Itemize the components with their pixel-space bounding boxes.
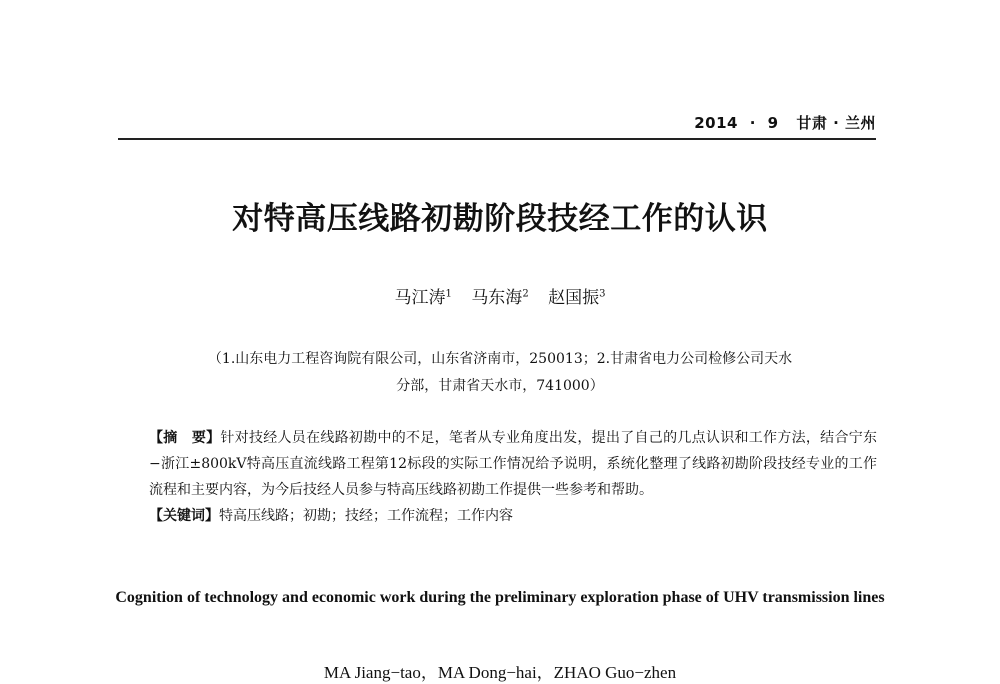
abstract-text: 针对技经人员在线路初勘中的不足，笔者从专业角度出发，提出了自己的几点认识和工作方法，结合宁东−浙江±800kV特高压直流线路工程第12标段的实际工作情况给予说明，系统化整理了线路初勘阶段技经专业的工作流程和主要内容，为今后技经人员参与特高压线路初勘工作提供一些参考和帮助。 (149, 430, 878, 498)
author-name: 马东海 (471, 288, 523, 308)
header-location: 甘肃 · 兰州 (796, 114, 876, 132)
english-title: Cognition of technology and economic work during the preliminary exploration phase of UHV transmission lines (115, 589, 885, 606)
abstract-label: 【摘 要】 (149, 430, 221, 446)
paper-title: 对特高压线路初勘阶段技经工作的认识 (232, 201, 768, 237)
english-authors: MA Jiang−tao，MA Dong−hai，ZHAO Guo−zhen (323, 663, 677, 682)
header-month: 9 (767, 114, 779, 132)
abstract (121, 425, 877, 503)
author-affil-mark: 1 (445, 288, 452, 300)
author-list (0, 283, 1000, 308)
author-affil-mark: 2 (522, 288, 529, 300)
author-name: 马江涛 (394, 288, 446, 308)
header-year: 2014 (694, 114, 738, 132)
keywords-label: 【关键词】 (149, 508, 219, 524)
author-name: 赵国振 (548, 288, 600, 308)
author (471, 288, 528, 308)
keywords (121, 503, 877, 529)
header-dot: · (749, 114, 756, 132)
keywords-text: 特高压线路；初勘；技经；工作流程；工作内容 (219, 508, 513, 524)
affiliations (140, 346, 860, 400)
running-header (118, 112, 876, 140)
abstract-block (121, 425, 877, 529)
affiliation-line-2: 分部，甘肃省天水市，741000） (396, 378, 604, 394)
affiliation-line-1: （1.山东电力工程咨询院有限公司，山东省济南市，250013；2.甘肃省电力公司检修公司天水 (207, 351, 793, 367)
author (395, 288, 452, 308)
author-affil-mark: 3 (599, 288, 606, 300)
author (548, 288, 605, 308)
header-text (694, 112, 876, 133)
